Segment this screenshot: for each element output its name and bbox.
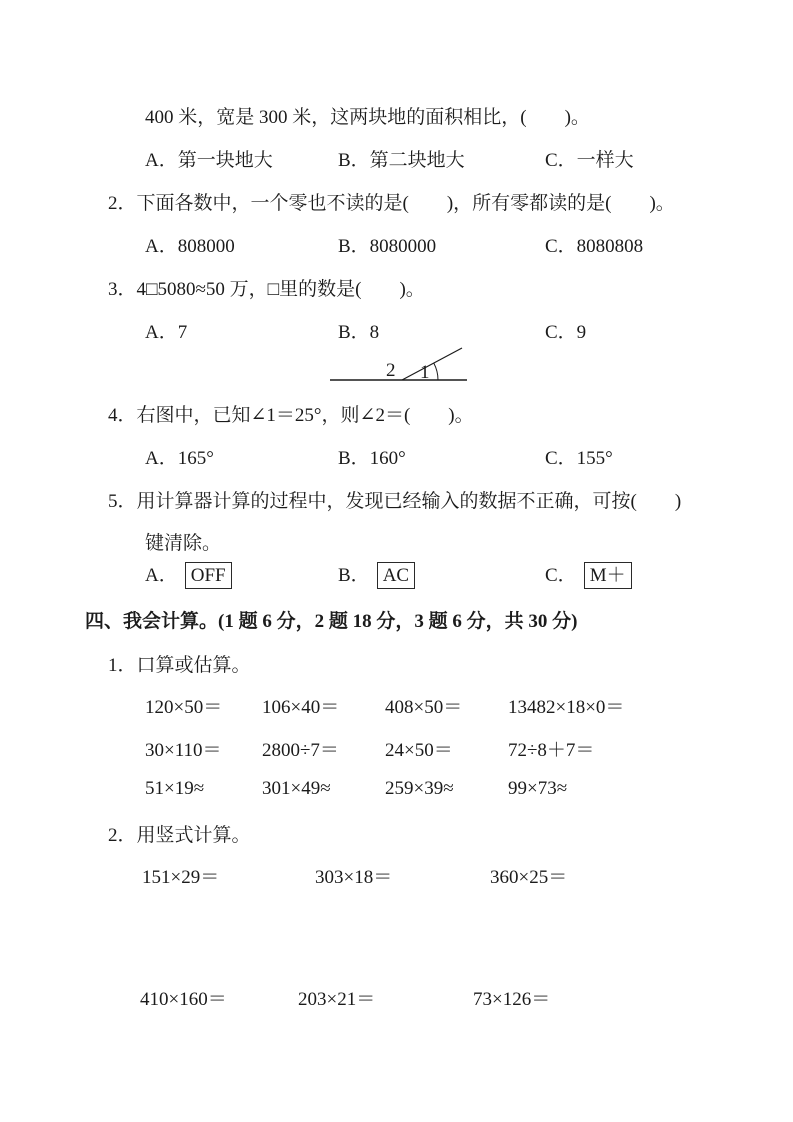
question-2-option-a: A．808000 <box>145 236 235 257</box>
calculator-off-key: OFF <box>185 562 232 589</box>
question-4-options-row <box>0 443 793 473</box>
question-2-option-b: B．8080000 <box>338 236 437 257</box>
vertical-calc-problem: 73×126＝ <box>473 989 551 1010</box>
mental-math-row-2 <box>0 735 793 765</box>
question-5-option-b <box>338 560 415 589</box>
question-5-text-line1: 5．用计算器计算的过程中，发现已经输入的数据不正确，可按( ) <box>108 491 682 512</box>
question-5-text-line2: 键清除。 <box>145 533 222 554</box>
question-1-option-a: A．第一块地大 <box>145 150 273 171</box>
mental-math-problem: 120×50＝ <box>145 697 223 718</box>
question-3-option-c: C．9 <box>545 322 587 343</box>
question-5-option-a <box>145 560 232 589</box>
question-1-continuation-text: 400 米，宽是 300 米，这两块地的面积相比，( )。 <box>145 107 590 128</box>
mental-math-row-1 <box>0 692 793 722</box>
vertical-calc-problem: 360×25＝ <box>490 867 568 888</box>
mental-math-problem: 99×73≈ <box>508 778 568 799</box>
angle-2-label: 2 <box>386 360 396 381</box>
option-a-label: A． <box>145 565 178 586</box>
question-2-options-row <box>0 231 793 261</box>
mental-math-problem: 301×49≈ <box>262 778 331 799</box>
mental-math-problem: 51×19≈ <box>145 778 205 799</box>
mental-math-row-3 <box>0 778 793 808</box>
question-3-option-b: B．8 <box>338 322 380 343</box>
option-c-label: C． <box>545 565 577 586</box>
mental-math-problem: 106×40＝ <box>262 697 340 718</box>
section-4-heading: 四、我会计算。(1 题 6 分，2 题 18 分，3 题 6 分，共 30 分) <box>85 611 578 632</box>
vertical-calc-problem: 303×18＝ <box>315 867 393 888</box>
question-1-option-b: B．第二块地大 <box>338 150 465 171</box>
mental-math-problem: 30×110＝ <box>145 740 222 761</box>
subsection-1-title: 1．口算或估算。 <box>108 655 251 676</box>
calculator-mplus-key: M＋ <box>584 562 632 589</box>
question-2-text: 2．下面各数中，一个零也不读的是( )，所有零都读的是( )。 <box>108 193 675 214</box>
mental-math-problem: 24×50＝ <box>385 740 453 761</box>
mental-math-problem: 72÷8＋7＝ <box>508 740 595 761</box>
question-4-option-a: A．165° <box>145 448 214 469</box>
diagram-ray <box>402 348 462 380</box>
mental-math-problem: 13482×18×0＝ <box>508 697 625 718</box>
question-3-option-a: A．7 <box>145 322 188 343</box>
angle-1-arc <box>434 363 438 380</box>
angle-diagram-svg <box>328 338 470 385</box>
mental-math-problem: 408×50＝ <box>385 697 463 718</box>
vertical-calc-problem: 151×29＝ <box>142 867 220 888</box>
vertical-calc-row-2 <box>0 984 793 1014</box>
subsection-2-title: 2．用竖式计算。 <box>108 825 251 846</box>
vertical-calc-problem: 203×21＝ <box>298 989 376 1010</box>
question-1-options-row <box>0 145 793 175</box>
vertical-calc-row-1 <box>0 862 793 892</box>
vertical-calc-problem: 410×160＝ <box>140 989 227 1010</box>
question-4-option-c: C．155° <box>545 448 613 469</box>
question-3-text: 3．4□5080≈50 万，□里的数是( )。 <box>108 279 425 300</box>
option-b-label: B． <box>338 565 370 586</box>
mental-math-problem: 259×39≈ <box>385 778 454 799</box>
question-5-option-c <box>545 560 632 589</box>
angle-1-label: 1 <box>420 362 430 383</box>
question-1-option-c: C．一样大 <box>545 150 634 171</box>
mental-math-problem: 2800÷7＝ <box>262 740 339 761</box>
question-2-option-c: C．8080808 <box>545 236 644 257</box>
question-4-text: 4．右图中，已知∠1＝25°，则∠2＝( )。 <box>108 405 474 426</box>
question-5-options-row <box>0 560 793 594</box>
calculator-ac-key: AC <box>377 562 415 589</box>
angle-diagram <box>328 338 470 391</box>
question-4-option-b: B．160° <box>338 448 406 469</box>
